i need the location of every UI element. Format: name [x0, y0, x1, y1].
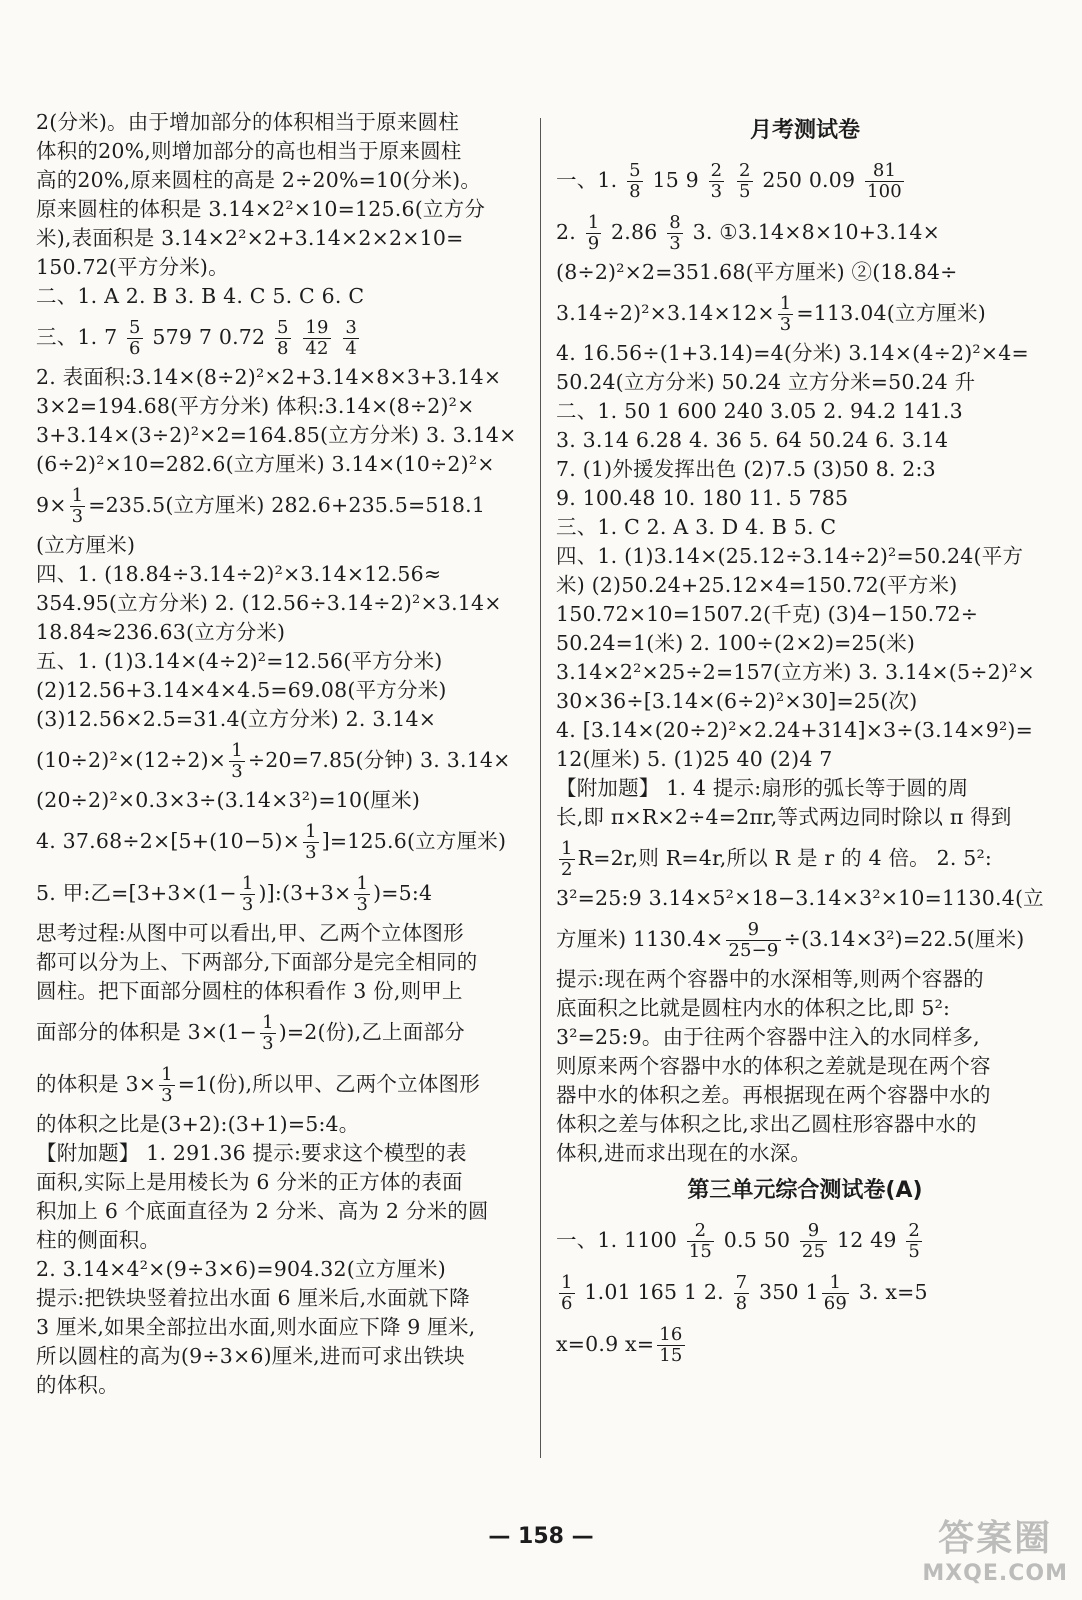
- answer-line: [36, 311, 528, 363]
- answer-text: (10÷2)²×(12÷2)×: [36, 748, 227, 772]
- answer-line: 30×36÷[3.14×(6÷2)²×30]=25(次): [556, 689, 918, 713]
- answer-line: 12(厘米) 5. (1)25 40 (2)4 7: [556, 747, 833, 771]
- answer-line: 则原来两个容器中水的体积之差就是现在两个容: [556, 1054, 991, 1078]
- answer-text: 面部分的体积是 3×(1−: [36, 1020, 258, 1044]
- fraction: $\frac{1}{3}$: [231, 740, 243, 782]
- answer-line: 150.72(平方分米)。: [36, 255, 229, 279]
- answer-line: 354.95(立方分米) 2. (12.56÷3.14÷2)²×3.14×: [36, 591, 502, 615]
- fraction: $\frac{1}{6}$: [561, 1272, 573, 1314]
- answer-text: =1(份),所以甲、乙两个立体图形: [177, 1072, 480, 1096]
- answer-text: )]:(3+3×: [258, 881, 352, 905]
- answer-line: [36, 815, 528, 867]
- answer-line: [556, 832, 1054, 884]
- fraction: $\frac{1}{69}$: [823, 1272, 847, 1314]
- fraction: $\frac{1}{3}$: [262, 1012, 274, 1054]
- answer-line: (20÷2)²×0.3×3÷(3.14×3²)=10(厘米): [36, 788, 421, 812]
- answer-line: 五、1. (1)3.14×(4÷2)²=12.56(平方分米): [36, 649, 443, 673]
- answer-line: [556, 1266, 1054, 1318]
- fraction: $\frac{9}{25}$: [801, 1220, 826, 1262]
- answer-line: 原来圆柱的体积是 3.14×2²×10=125.6(立方分: [36, 197, 486, 221]
- answer-line: [36, 1006, 528, 1058]
- answer-text: 3.14÷2)²×3.14×12×: [556, 301, 775, 325]
- fraction: $\frac{1}{3}$: [779, 293, 792, 335]
- answer-line: 提示:现在两个容器中的水深相等,则两个容器的: [556, 967, 984, 991]
- fraction: $\frac{8}{3}$: [669, 212, 681, 254]
- fraction: $\frac{2}{15}$: [688, 1220, 713, 1262]
- answer-line: (8÷2)²×2=351.68(平方厘米) ②(18.84÷: [556, 260, 958, 284]
- answer-text: 的体积是 3×: [36, 1072, 157, 1096]
- answer-line: 二、1. 50 1 600 240 3.05 2. 94.2 141.3: [556, 399, 963, 423]
- fraction: $\frac{1}{3}$: [356, 873, 369, 915]
- answer-text: =113.04(立方厘米): [796, 301, 986, 325]
- answer-line: 18.84≈236.63(立方分米): [36, 620, 286, 644]
- answer-text: 579 7 0.72: [145, 325, 272, 349]
- answer-text: 三、1. 7: [36, 325, 125, 349]
- answer-text: 4. 37.68÷2×[5+(10−5)×: [36, 829, 301, 853]
- answer-text: ]=125.6(立方厘米): [321, 829, 507, 853]
- fraction: $\frac{1}{9}$: [587, 212, 600, 254]
- answer-line: 的体积之比是(3+2):(3+1)=5:4。: [36, 1112, 360, 1136]
- answer-line: 都可以分为上、下两部分,下面部分是完全相同的: [36, 950, 478, 974]
- answer-line: (立方厘米): [36, 533, 136, 557]
- answer-text: 一、1.: [556, 168, 625, 192]
- answer-line: 面积,实际上是用棱长为 6 分米的正方体的表面: [36, 1170, 463, 1194]
- column-divider: [540, 118, 541, 1458]
- answer-line: [556, 1318, 1054, 1370]
- answer-text: 1.01 165 1 2.: [577, 1280, 731, 1304]
- section-heading-unit-three-test: 第三单元综合测试卷(A): [687, 1178, 923, 1203]
- answer-text: 0.5 50: [717, 1228, 797, 1252]
- answer-line: 3. 3.14 6.28 4. 36 5. 64 50.24 6. 3.14: [556, 428, 949, 452]
- answer-text: =235.5(立方厘米) 282.6+235.5=518.1: [88, 493, 486, 517]
- fraction: $\frac{1}{2}$: [561, 838, 573, 880]
- answer-line: 3²=25:9 3.14×5²×18−3.14×3²×10=1130.4(立: [556, 886, 1044, 910]
- answer-line: 体积,进而求出现在的水深。: [556, 1141, 812, 1165]
- fraction: $\frac{1}{3}$: [241, 873, 254, 915]
- answer-line: 50.24(立方分米) 50.24 立方分米=50.24 升: [556, 370, 976, 394]
- answer-line: 四、1. (1)3.14×(25.12÷3.14÷2)²=50.24(平方: [556, 544, 1024, 568]
- answer-line: 提示:把铁块竖着拉出水面 6 厘米后,水面就下降: [36, 1286, 470, 1310]
- answer-text: 3. x=5: [852, 1280, 928, 1304]
- answer-text: x=0.9 x=: [556, 1332, 655, 1356]
- answer-text: [727, 168, 734, 192]
- page-number: — 158 —: [488, 1524, 594, 1549]
- answer-line: [556, 287, 1054, 339]
- right-column: [556, 108, 1054, 1370]
- answer-line: 3+3.14×(3÷2)²×2=164.85(立方分米) 3. 3.14×: [36, 423, 517, 447]
- answer-text: 12 49: [830, 1228, 904, 1252]
- answer-text: 350 1: [752, 1280, 819, 1304]
- answer-line: (6÷2)²×10=282.6(立方厘米) 3.14×(10÷2)²×: [36, 452, 495, 476]
- answer-text: ÷20=7.85(分钟) 3. 3.14×: [247, 748, 511, 772]
- fraction: $\frac{7}{8}$: [735, 1272, 748, 1314]
- answer-line: 二、1. A 2. B 3. B 4. C 5. C 6. C: [36, 284, 365, 308]
- answer-line: [556, 154, 1054, 206]
- section-heading-monthly-test: 月考测试卷: [749, 118, 860, 143]
- fraction: $\frac{1}{3}$: [161, 1064, 173, 1106]
- answer-line: 高的20%,原来圆柱的高是 2÷20%=10(分米)。: [36, 168, 482, 192]
- answer-line: [556, 206, 1054, 258]
- answer-line: [36, 867, 528, 919]
- answer-line: 体积的20%,则增加部分的高也相当于原来圆柱: [36, 139, 462, 163]
- answer-text: 2.: [556, 220, 583, 244]
- fraction: $\frac{5}{6}$: [129, 317, 141, 359]
- watermark-logo: 答案圈 MXQE.COM: [922, 1518, 1068, 1586]
- fraction: $\frac{2}{5}$: [739, 160, 751, 202]
- answer-line: [556, 1214, 1054, 1266]
- answer-line: 【附加题】 1. 291.36 提示:要求这个模型的表: [36, 1141, 467, 1165]
- answer-text: R=2r,则 R=4r,所以 R 是 r 的 4 倍。 2. 5²:: [577, 846, 993, 870]
- answer-line: 3.14×2²×25÷2=157(立方米) 3. 3.14×(5÷2)²×: [556, 660, 1035, 684]
- fraction: $\frac{3}{4}$: [345, 317, 358, 359]
- answer-line: 柱的侧面积。: [36, 1228, 161, 1252]
- answer-line: 器中水的体积之差。再根据现在两个容器中水的: [556, 1083, 991, 1107]
- answer-line: 所以圆柱的高为(9÷3×6)厘米,进而可求出铁块: [36, 1344, 465, 1368]
- answer-line: 米),表面积是 3.14×2²×2+3.14×2×2×10=: [36, 226, 464, 250]
- answer-line: [36, 734, 528, 786]
- fraction: $\frac{1}{3}$: [305, 821, 317, 863]
- answer-line: 2. 3.14×4²×(9÷3×6)=904.32(立方厘米): [36, 1257, 446, 1281]
- fraction: $\frac{16}{15}$: [659, 1324, 683, 1366]
- answer-line: 2(分米)。由于增加部分的体积相当于原来圆柱: [36, 110, 459, 134]
- answer-line: 【附加题】 1. 4 提示:扇形的弧长等于圆的周: [556, 776, 969, 800]
- answer-line: (2)12.56+3.14×4×4.5=69.08(平方分米): [36, 678, 447, 702]
- answer-line: 米) (2)50.24+25.12×4=150.72(平方米): [556, 573, 958, 597]
- answer-line: 圆柱。把下面部分圆柱的体积看作 3 份,则甲上: [36, 979, 463, 1003]
- answer-line: 思考过程:从图中可以看出,甲、乙两个立体图形: [36, 921, 464, 945]
- answer-text: )=2(份),乙上面部分: [278, 1020, 465, 1044]
- left-column: [36, 108, 528, 1400]
- answer-line: 4. [3.14×(20÷2)²×2.24+314]×3÷(3.14×9²)=: [556, 718, 1033, 742]
- answer-text: 3. ①3.14×8×10+3.14×: [685, 220, 940, 244]
- answer-text: 250 0.09: [755, 168, 862, 192]
- answer-text: 9×: [36, 493, 67, 517]
- answer-line: 四、1. (18.84÷3.14÷2)²×3.14×12.56≈: [36, 562, 442, 586]
- fraction: $\frac{5}{8}$: [629, 160, 641, 202]
- answer-text: ÷(3.14×3²)=22.5(厘米): [783, 927, 1025, 951]
- answer-line: 2. 表面积:3.14×(8÷2)²×2+3.14×8×3+3.14×: [36, 365, 502, 389]
- fraction: $\frac{9}{25-9}$: [728, 919, 779, 961]
- answer-text: 一、1. 1100: [556, 1228, 684, 1252]
- answer-line: 9. 100.48 10. 180 11. 5 785: [556, 486, 849, 510]
- unit-three-answers: [556, 1214, 1054, 1370]
- answer-line: 的体积。: [36, 1373, 119, 1397]
- answer-line: 150.72×10=1507.2(千克) (3)4−150.72÷: [556, 602, 979, 626]
- answer-line: [556, 913, 1054, 965]
- answer-text: 15 9: [645, 168, 706, 192]
- answer-line: 底面积之比就是圆柱内水的体积之比,即 5²:: [556, 996, 951, 1020]
- answer-line: [36, 479, 528, 531]
- monthly-test-answers: [556, 154, 1054, 1168]
- fraction: $\frac{81}{100}$: [866, 160, 902, 202]
- fraction: $\frac{5}{8}$: [276, 317, 289, 359]
- answer-line: 积加上 6 个底面直径为 2 分米、高为 2 分米的圆: [36, 1199, 489, 1223]
- answer-text: 方厘米) 1130.4×: [556, 927, 724, 951]
- answer-text: [334, 325, 341, 349]
- answer-line: 3²=25:9。由于往两个容器中注入的水同样多,: [556, 1025, 980, 1049]
- answer-line: 3 厘米,如果全部拉出水面,则水面应下降 9 厘米,: [36, 1315, 476, 1339]
- answer-line: [36, 1058, 528, 1110]
- answer-line: 三、1. C 2. A 3. D 4. B 5. C: [556, 515, 837, 539]
- answer-text: [294, 325, 301, 349]
- fraction: $\frac{2}{5}$: [908, 1220, 921, 1262]
- answer-line: 7. (1)外援发挥出色 (2)7.5 (3)50 8. 2:3: [556, 457, 936, 481]
- answer-line: 长,即 π×R×2÷4=2πr,等式两边同时除以 π 得到: [556, 805, 1012, 829]
- fraction: $\frac{19}{42}$: [305, 317, 329, 359]
- answer-line: 50.24=1(米) 2. 100÷(2×2)=25(米): [556, 631, 916, 655]
- answer-line: 3×2=194.68(平方分米) 体积:3.14×(8÷2)²×: [36, 394, 475, 418]
- answer-line: (3)12.56×2.5=31.4(立方分米) 2. 3.14×: [36, 707, 437, 731]
- answer-text: )=5:4: [373, 881, 433, 905]
- answer-text: 5. 甲:乙=[3+3×(1−: [36, 881, 237, 905]
- answer-line: 体积之差与体积之比,求出乙圆柱形容器中水的: [556, 1112, 977, 1136]
- answer-line: 4. 16.56÷(1+3.14)=4(分米) 3.14×(4÷2)²×4=: [556, 341, 1029, 365]
- fraction: $\frac{1}{3}$: [71, 485, 84, 527]
- answer-text: 2.86: [604, 220, 665, 244]
- fraction: $\frac{2}{3}$: [710, 160, 723, 202]
